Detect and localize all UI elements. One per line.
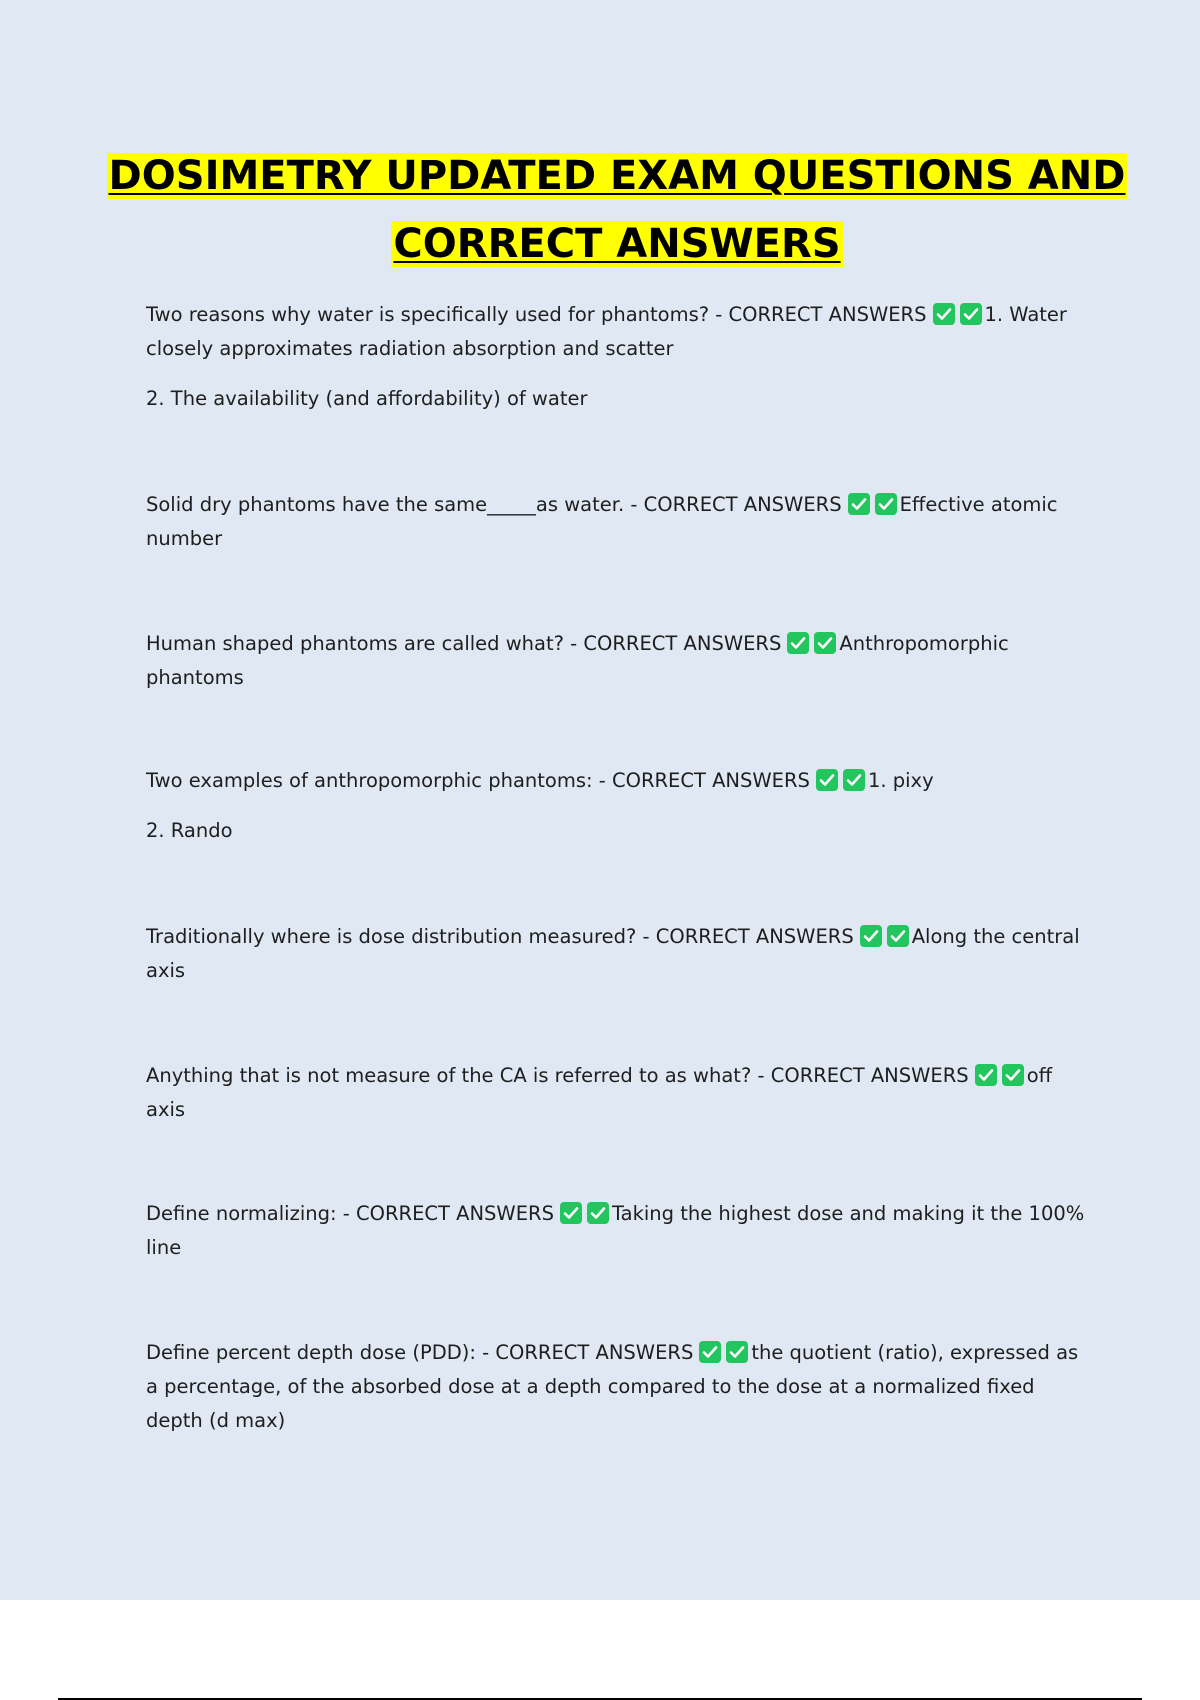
qa-item-2 bbox=[146, 488, 1090, 556]
qa-item-7 bbox=[146, 1197, 1090, 1265]
answer-marker: CORRECT ANSWERS bbox=[770, 1064, 969, 1087]
question-text: Two reasons why water is specifically used for phantoms? - bbox=[146, 303, 729, 326]
qa-item-5 bbox=[146, 920, 1090, 988]
answer-text: Effective atomic number bbox=[146, 493, 1058, 550]
check-box-icon bbox=[787, 632, 809, 654]
answer-marker: CORRECT ANSWERS bbox=[495, 1341, 694, 1364]
check-box-icon bbox=[875, 493, 897, 515]
check-box-icon bbox=[860, 925, 882, 947]
check-box-icon bbox=[699, 1341, 721, 1363]
document-title bbox=[0, 142, 1200, 278]
question-text: Two examples of anthropomorphic phantoms: - bbox=[146, 769, 612, 792]
qa-item-8 bbox=[146, 1336, 1090, 1438]
check-box-icon bbox=[887, 925, 909, 947]
answer-text: off axis bbox=[146, 1064, 1053, 1121]
question-text: Solid dry phantoms have the same_____as water. - bbox=[146, 493, 644, 516]
qa-line bbox=[146, 627, 1090, 695]
answer-marker: CORRECT ANSWERS bbox=[643, 493, 842, 516]
qa-line bbox=[146, 1336, 1090, 1438]
qa-line bbox=[146, 1197, 1090, 1265]
question-text: Define normalizing: - bbox=[146, 1202, 356, 1225]
title-line-1: DOSIMETRY UPDATED EXAM QUESTIONS AND bbox=[108, 153, 1126, 199]
qa-line bbox=[146, 1059, 1090, 1127]
qa-item-4 bbox=[146, 764, 1090, 848]
qa-line bbox=[146, 488, 1090, 556]
check-box-icon bbox=[933, 303, 955, 325]
check-box-icon bbox=[848, 493, 870, 515]
qa-line bbox=[146, 920, 1090, 988]
answer-text: Taking the highest dose and making it the 100% line bbox=[146, 1202, 1085, 1259]
check-box-icon bbox=[814, 632, 836, 654]
answer-marker: CORRECT ANSWERS bbox=[728, 303, 927, 326]
answer-text: 1. Water closely approximates radiation absorption and scatter bbox=[146, 303, 1067, 360]
check-box-icon bbox=[843, 769, 865, 791]
qa-item-1 bbox=[146, 298, 1090, 416]
answer-text: Anthropomorphic phantoms bbox=[146, 632, 1009, 689]
check-box-icon bbox=[726, 1341, 748, 1363]
question-text: Traditionally where is dose distribution measured? - bbox=[146, 925, 656, 948]
check-box-icon bbox=[587, 1202, 609, 1224]
check-box-icon bbox=[975, 1064, 997, 1086]
answer-continuation: 2. The availability (and affordability) of water bbox=[146, 387, 588, 410]
answer-text: 1. pixy bbox=[867, 769, 934, 792]
qa-item-6 bbox=[146, 1059, 1090, 1127]
title-line-2: CORRECT ANSWERS bbox=[393, 221, 841, 267]
answer-marker: CORRECT ANSWERS bbox=[655, 925, 854, 948]
question-text: Define percent depth dose (PDD): - bbox=[146, 1341, 496, 1364]
qa-line bbox=[146, 298, 1090, 366]
question-text: Anything that is not measure of the CA is referred to as what? - bbox=[146, 1064, 771, 1087]
check-box-icon bbox=[816, 769, 838, 791]
answer-marker: CORRECT ANSWERS bbox=[583, 632, 782, 655]
answer-text: the quotient (ratio), expressed as a percentage, of the absorbed dose at a depth compared to the dose at a normalized fixed depth (d max) bbox=[146, 1341, 1079, 1432]
answer-continuation: 2. Rando bbox=[146, 819, 233, 842]
question-text: Human shaped phantoms are called what? - bbox=[146, 632, 584, 655]
answer-text: Along the central axis bbox=[146, 925, 1080, 982]
answer-marker: CORRECT ANSWERS bbox=[356, 1202, 554, 1225]
qa-line bbox=[146, 764, 1090, 798]
answer-marker: CORRECT ANSWERS bbox=[611, 769, 810, 792]
check-box-icon bbox=[960, 303, 982, 325]
check-box-icon bbox=[1002, 1064, 1024, 1086]
qa-item-3 bbox=[146, 627, 1090, 695]
check-box-icon bbox=[560, 1202, 582, 1224]
